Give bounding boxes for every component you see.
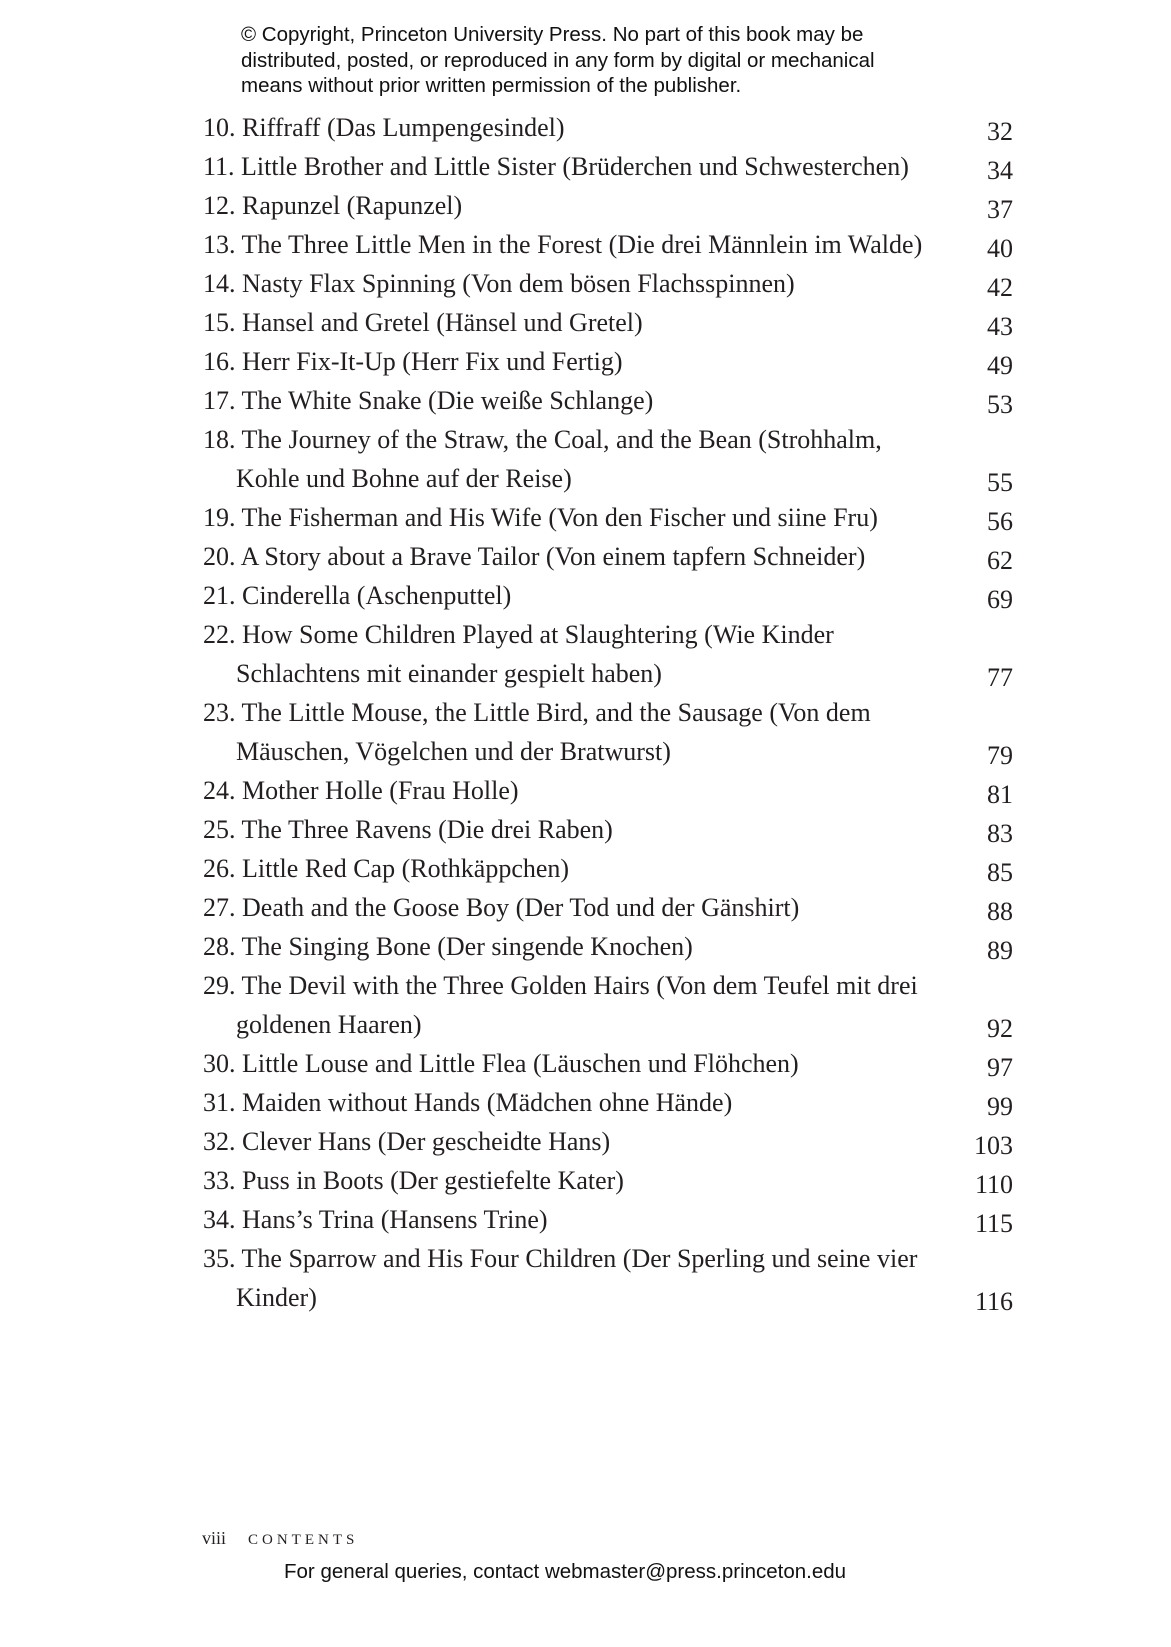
toc-entry-page: 79 — [987, 741, 1013, 770]
toc-entry-title: 25. The Three Ravens (Die drei Raben) — [203, 815, 613, 844]
running-head: CONTENTS — [248, 1532, 359, 1548]
toc-entry-title: 31. Maiden without Hands (Mädchen ohne Hände) — [203, 1088, 733, 1117]
toc-entry-page: 69 — [987, 585, 1013, 614]
toc-entry-title: 29. The Devil with the Three Golden Hairs (Von dem Teufel mit drei goldenen Haaren) — [203, 971, 918, 1039]
toc-entry-title: 27. Death and the Goose Boy (Der Tod und der Gänshirt) — [203, 893, 800, 922]
toc-entry — [203, 1239, 1013, 1317]
toc-entry-page: 53 — [987, 390, 1013, 419]
toc-entry-page: 56 — [987, 507, 1013, 536]
toc-entry-title: 19. The Fisherman and His Wife (Von den Fischer und siine Fru) — [203, 503, 878, 532]
toc-entry-page: 116 — [974, 1287, 1013, 1316]
copyright-notice — [241, 22, 961, 99]
toc-entry-title: 13. The Three Little Men in the Forest (Die drei Männlein im Walde) — [203, 230, 923, 259]
toc-entry — [203, 693, 1013, 771]
contact-notice: For general queries, contact webmaster@press.princeton.edu — [284, 1560, 847, 1583]
toc-entry-page: 37 — [987, 195, 1013, 224]
toc-entry-title: 23. The Little Mouse, the Little Bird, and the Sausage (Von dem Mäuschen, Vögelchen und der Bratwurst) — [203, 698, 871, 766]
toc-entry — [203, 771, 1013, 810]
toc-entry-title: 20. A Story about a Brave Tailor (Von einem tapfern Schneider) — [203, 542, 866, 571]
toc-entry — [203, 1044, 1013, 1083]
toc-entry-page: 115 — [974, 1209, 1013, 1238]
toc-entry-page: 97 — [987, 1053, 1013, 1082]
toc-entry — [203, 1161, 1013, 1200]
copyright-line: means without prior written permission of the publisher. — [241, 74, 742, 97]
page-number: viii — [202, 1528, 227, 1548]
toc-entry — [203, 810, 1013, 849]
toc-entry-page: 92 — [987, 1014, 1013, 1043]
toc-entry-page: 110 — [974, 1170, 1013, 1199]
toc-entry — [203, 966, 1013, 1044]
toc-entry — [203, 342, 1013, 381]
copyright-line: © Copyright, Princeton University Press. No part of this book may be — [241, 23, 864, 46]
toc-entry — [203, 1122, 1013, 1161]
toc-entry — [203, 264, 1013, 303]
toc-entry-title: 12. Rapunzel (Rapunzel) — [203, 191, 463, 220]
toc-entry-page: 32 — [987, 117, 1013, 146]
page-footer — [202, 1528, 358, 1549]
toc-entry-page: 62 — [987, 546, 1013, 575]
toc-entry — [203, 498, 1013, 537]
toc-entry — [203, 303, 1013, 342]
toc-entry-page: 85 — [987, 858, 1013, 887]
toc-entry-page: 55 — [987, 468, 1013, 497]
toc-entry-page: 99 — [987, 1092, 1013, 1121]
toc-entry-page: 49 — [987, 351, 1013, 380]
toc-entry-page: 88 — [987, 897, 1013, 926]
toc-entry-title: 11. Little Brother and Little Sister (Brüderchen und Schwesterchen) — [203, 152, 909, 181]
table-of-contents — [203, 108, 1013, 1317]
toc-entry-title: 15. Hansel and Gretel (Hänsel und Gretel) — [203, 308, 643, 337]
toc-entry — [203, 576, 1013, 615]
toc-entry-page: 43 — [987, 312, 1013, 341]
toc-entry-title: 30. Little Louse and Little Flea (Läuschen und Flöhchen) — [203, 1049, 799, 1078]
toc-entry-title: 34. Hans’s Trina (Hansens Trine) — [203, 1205, 548, 1234]
toc-entry — [203, 381, 1013, 420]
toc-entry-page: 40 — [987, 234, 1013, 263]
toc-entry — [203, 849, 1013, 888]
toc-entry — [203, 1200, 1013, 1239]
toc-entry-title: 18. The Journey of the Straw, the Coal, and the Bean (Strohhalm, Kohle und Bohne auf der Reise) — [203, 425, 882, 493]
toc-entry-page: 89 — [987, 936, 1013, 965]
toc-entry-page: 103 — [974, 1131, 1013, 1160]
copyright-line: distributed, posted, or reproduced in any form by digital or mechanical — [241, 48, 875, 72]
toc-entry — [203, 927, 1013, 966]
toc-entry-page: 77 — [987, 663, 1013, 692]
toc-entry — [203, 537, 1013, 576]
toc-entry-page: 83 — [987, 819, 1013, 848]
toc-entry-title: 17. The White Snake (Die weiße Schlange) — [203, 386, 654, 415]
toc-entry-title: 24. Mother Holle (Frau Holle) — [203, 776, 519, 805]
toc-entry-page: 34 — [987, 156, 1013, 185]
toc-entry-title: 33. Puss in Boots (Der gestiefelte Kater) — [203, 1166, 624, 1195]
toc-entry — [203, 108, 1013, 147]
toc-entry-title: 21. Cinderella (Aschenputtel) — [203, 581, 512, 610]
toc-entry-page: 81 — [987, 780, 1013, 809]
toc-entry-title: 28. The Singing Bone (Der singende Knochen) — [203, 932, 693, 961]
toc-entry — [203, 186, 1013, 225]
toc-entry-title: 16. Herr Fix-It-Up (Herr Fix und Fertig) — [203, 347, 623, 376]
toc-entry-title: 22. How Some Children Played at Slaughtering (Wie Kinder Schlachtens mit einander gespielt haben) — [203, 620, 834, 688]
toc-entry — [203, 615, 1013, 693]
toc-entry-title: 10. Riffraff (Das Lumpengesindel) — [203, 113, 565, 142]
toc-entry — [203, 225, 1013, 264]
toc-entry-title: 32. Clever Hans (Der gescheidte Hans) — [203, 1127, 611, 1156]
toc-entry-title: 35. The Sparrow and His Four Children (Der Sperling und seine vier Kinder) — [203, 1244, 918, 1312]
toc-entry — [203, 888, 1013, 927]
toc-entry — [203, 1083, 1013, 1122]
toc-entry-title: 26. Little Red Cap (Rothkäppchen) — [203, 854, 570, 883]
toc-entry-title: 14. Nasty Flax Spinning (Von dem bösen Flachsspinnen) — [203, 269, 795, 298]
toc-entry-page: 42 — [987, 273, 1013, 302]
toc-entry — [203, 147, 1013, 186]
toc-entry — [203, 420, 1013, 498]
